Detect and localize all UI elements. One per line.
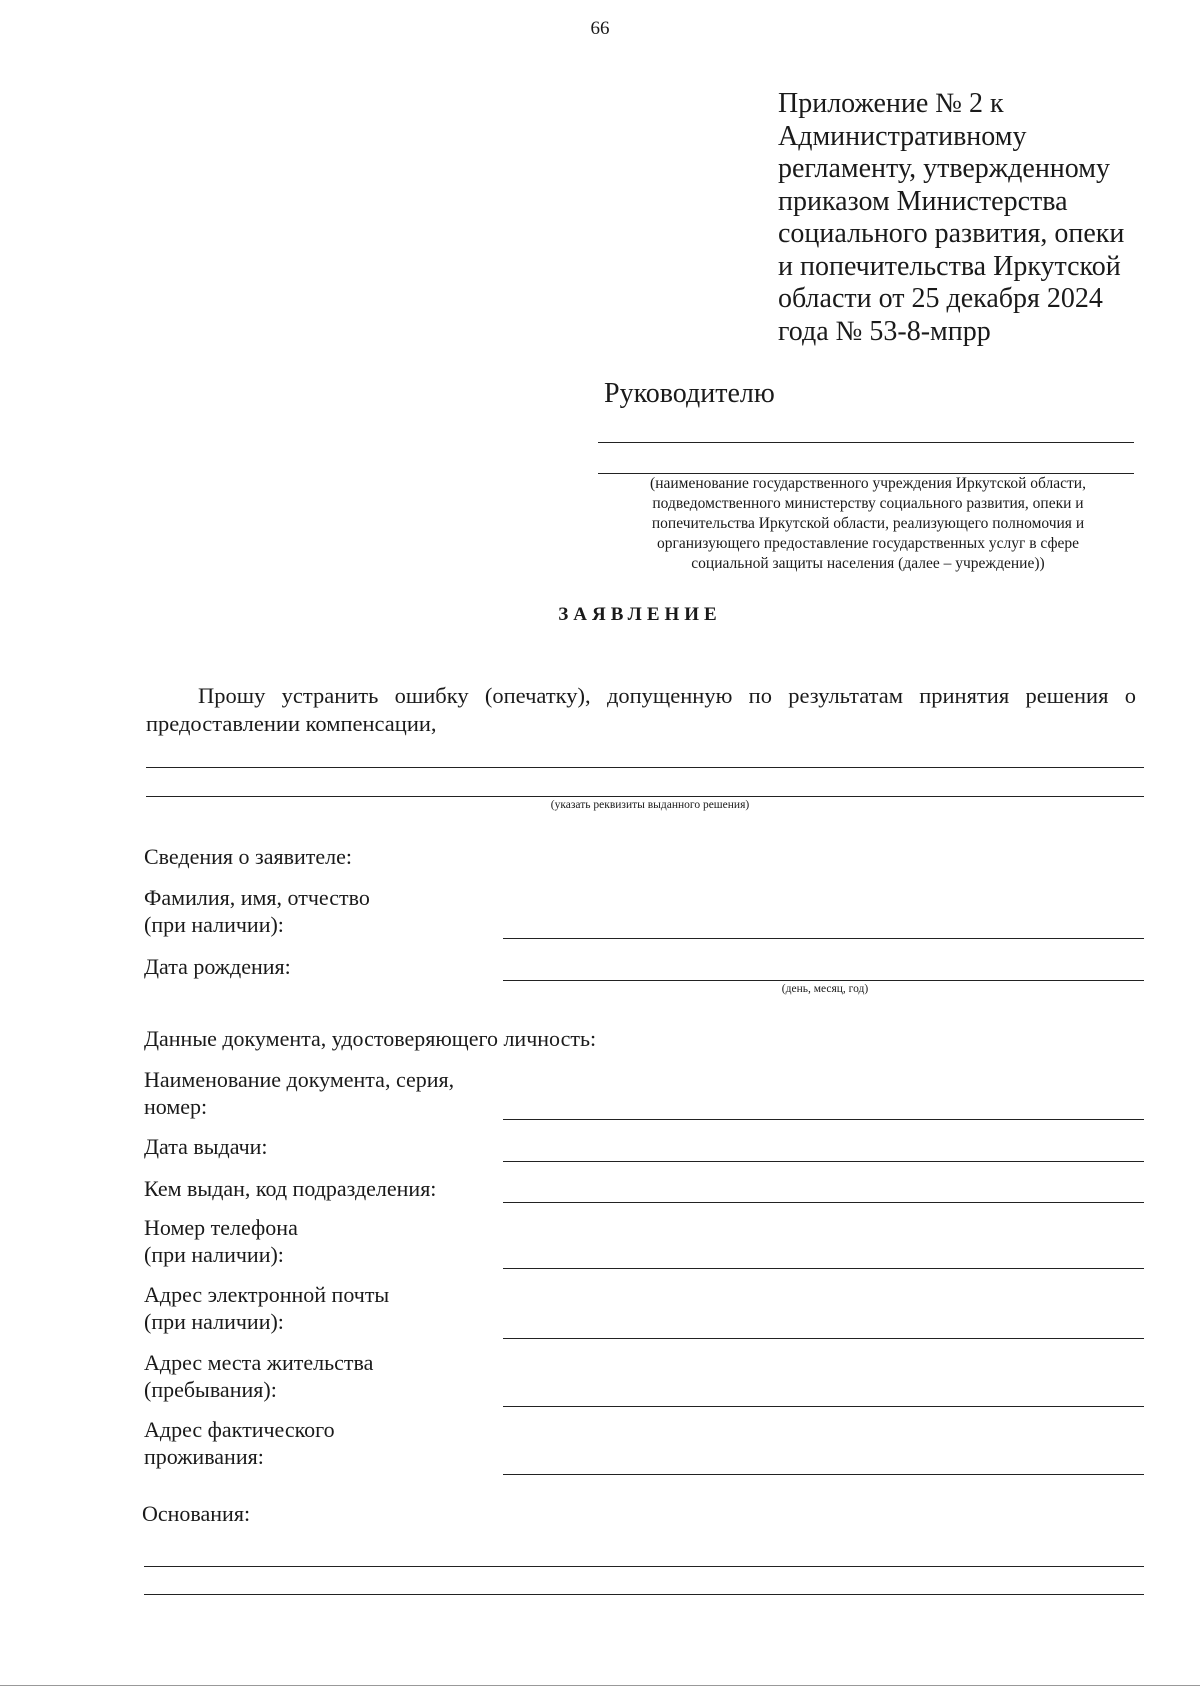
actual-address-label: Адрес фактического проживания: — [144, 1417, 335, 1469]
grounds-label: Основания: — [142, 1501, 251, 1526]
decision-details-hint: (указать реквизиты выданного решения) — [550, 799, 750, 811]
grounds-field-line-2[interactable] — [144, 1594, 1144, 1595]
document-title: ЗАЯВЛЕНИЕ — [558, 604, 722, 625]
residence-field[interactable] — [503, 1406, 1144, 1407]
request-text: Прошу устранить ошибку (опечатку), допущенную по результатам принятия решения о предоставлении компенсации, — [146, 683, 1136, 736]
applicant-heading: Сведения о заявителе: — [144, 844, 353, 869]
issue-date-field[interactable] — [503, 1161, 1144, 1162]
appendix-line: Административному — [778, 120, 1027, 152]
appendix-line: приказом Министерства — [778, 185, 1068, 217]
document-name-label: Наименование документа, серия, номер: — [144, 1067, 455, 1119]
issued-by-field[interactable] — [503, 1202, 1144, 1203]
scan-bottom-edge — [0, 1685, 1200, 1686]
addressee-label: Руководителю — [604, 378, 775, 409]
birth-date-label: Дата рождения: — [144, 954, 291, 979]
identity-document-heading: Данные документа, удостоверяющего личность: — [144, 1026, 597, 1051]
issue-date-label: Дата выдачи: — [144, 1134, 268, 1159]
full-name-field[interactable] — [503, 938, 1144, 939]
birth-date-hint: (день, месяц, год) — [781, 983, 869, 995]
phone-label: Номер телефона (при наличии): — [144, 1215, 298, 1267]
appendix-line: регламенту, утвержденному — [778, 153, 1110, 184]
issued-by-label: Кем выдан, код подразделения: — [144, 1176, 437, 1201]
addressee-field-line[interactable] — [598, 442, 1134, 443]
grounds-field-line[interactable] — [144, 1566, 1144, 1567]
page-number: 66 — [590, 18, 610, 39]
appendix-reference — [778, 88, 1178, 348]
appendix-line: Приложение № 2 к — [778, 88, 1004, 119]
appendix-line: области от 25 декабря 2024 — [778, 283, 1103, 314]
document-name-field[interactable] — [503, 1119, 1144, 1120]
full-name-label: Фамилия, имя, отчество (при наличии): — [144, 885, 370, 937]
birth-date-field[interactable] — [503, 980, 1144, 981]
decision-details-line-2[interactable] — [146, 796, 1144, 797]
actual-address-field[interactable] — [503, 1474, 1144, 1475]
phone-field[interactable] — [503, 1268, 1144, 1269]
appendix-line: года № 53-8-мпрр — [778, 315, 991, 347]
decision-details-line[interactable] — [146, 767, 1144, 768]
email-field[interactable] — [503, 1338, 1144, 1339]
residence-label: Адрес места жительства (пребывания): — [144, 1350, 374, 1402]
addressee-caption: (наименование государственного учреждения Иркутской области, подведомственного министерству социального развития, опеки и попечительства Иркутской области, реализующего полномочия и организующего предоставление государственных услуг в сфере социальной защиты населения (далее – учреждение)) — [650, 475, 1086, 572]
appendix-line: и попечительства Иркутской — [778, 250, 1121, 282]
email-label: Адрес электронной почты (при наличии): — [144, 1282, 390, 1334]
appendix-line: социального развития, опеки — [778, 218, 1125, 249]
